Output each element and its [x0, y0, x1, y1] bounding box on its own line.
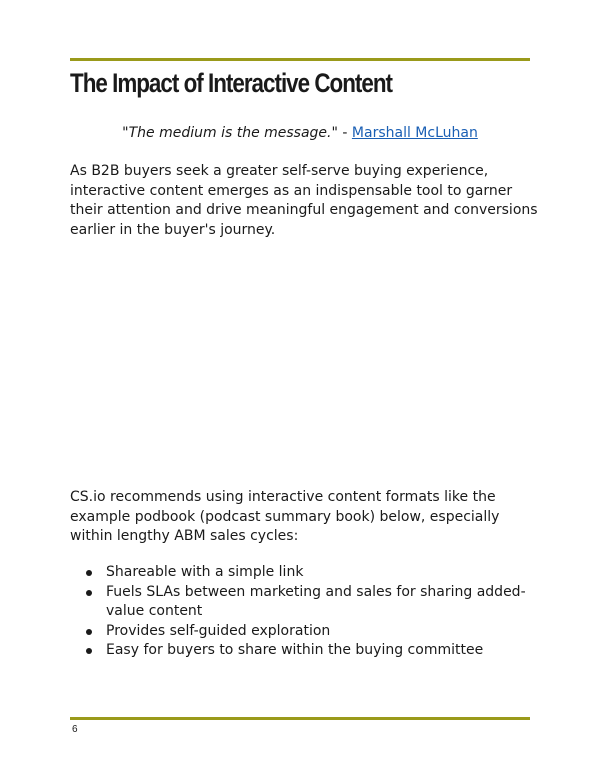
- bullet-icon: [86, 590, 92, 596]
- list-item: [86, 583, 536, 622]
- page-number: 6: [72, 724, 78, 735]
- quote-author-link[interactable]: Marshall McLuhan: [351, 125, 478, 141]
- list-item-text: Easy for buyers to share within the buying committee: [106, 642, 484, 658]
- list-item: [86, 563, 536, 583]
- bottom-divider: [70, 717, 530, 720]
- list-item-text: Shareable with a simple link: [106, 564, 304, 580]
- quote-separator: -: [337, 125, 352, 141]
- quote-text: "The medium is the message.": [122, 125, 338, 141]
- intro-paragraph: As B2B buyers seek a greater self-serve buying experience, interactive content emerges as an indispensable tool to garner their attention and drive meaningful engagement and conversions earlier in the buyer's journey.: [70, 163, 538, 238]
- top-divider: [70, 58, 530, 61]
- recommendation-paragraph: CS.io recommends using interactive content formats like the example podbook (podcast summary book) below, especially within lengthy ABM sales cycles:: [70, 489, 500, 544]
- page-title: The Impact of Interactive Content: [70, 68, 393, 98]
- list-item: [86, 622, 536, 642]
- epigraph-quote: [70, 124, 530, 143]
- benefits-list: [86, 563, 536, 661]
- bullet-icon: [86, 648, 92, 654]
- bullet-icon: [86, 570, 92, 576]
- bullet-icon: [86, 629, 92, 635]
- list-item: [86, 641, 536, 661]
- list-item-text: Provides self-guided exploration: [106, 622, 331, 639]
- list-item-text: Fuels SLAs between marketing and sales for sharing added-value content: [106, 583, 526, 619]
